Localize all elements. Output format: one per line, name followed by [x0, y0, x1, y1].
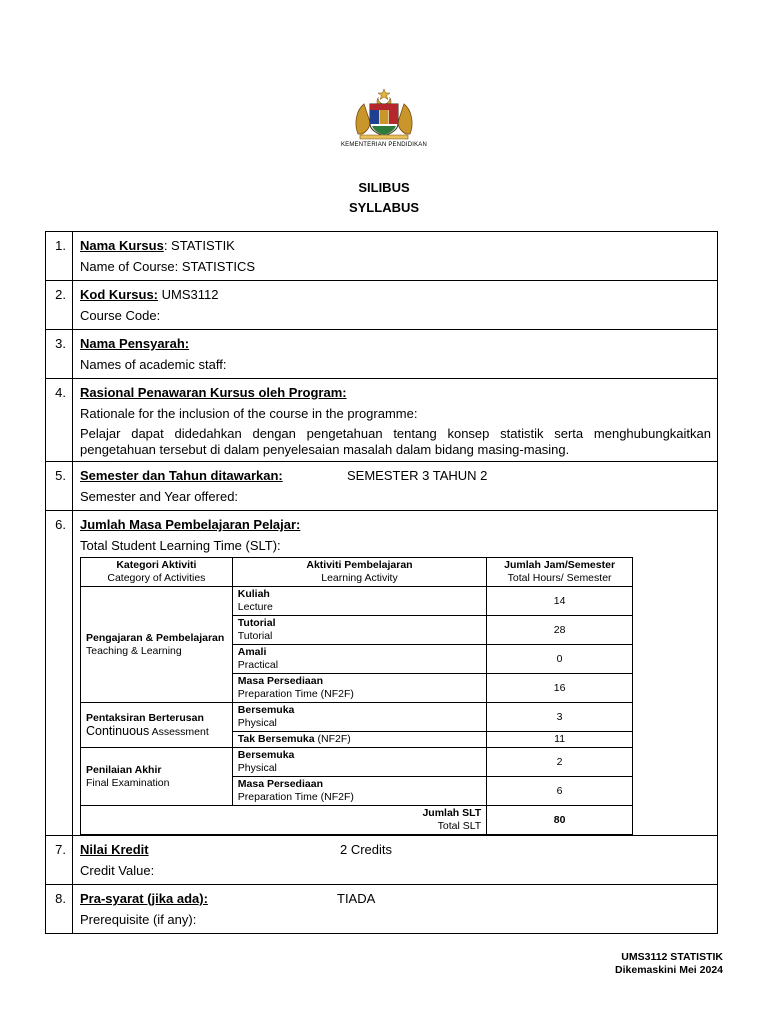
footer-updated: Dikemaskini Mei 2024	[615, 964, 723, 976]
activity-cell: Masa Persediaan Preparation Time (NF2F)	[232, 674, 486, 703]
hours-cell: 28	[487, 616, 633, 645]
row-content	[73, 885, 718, 934]
label-en: Rationale for the inclusion of the course in the programme:	[80, 406, 418, 421]
row-content	[73, 462, 718, 511]
row-prerequisite	[46, 885, 718, 934]
row-course-code	[46, 281, 718, 330]
label-ms: Semester dan Tahun ditawarkan:	[80, 468, 283, 483]
syllabus-title-ms: SILIBUS	[358, 180, 410, 195]
row-number: 6.	[46, 511, 73, 836]
hours-cell: 3	[487, 703, 633, 732]
row-content	[73, 330, 718, 379]
slt-total-row	[81, 806, 633, 835]
total-hours: 80	[487, 806, 633, 835]
row-content	[73, 511, 718, 836]
slt-row	[81, 587, 633, 616]
label-ms: Pra-syarat (jika ada):	[80, 891, 208, 906]
row-content	[73, 379, 718, 462]
row-credit-value	[46, 836, 718, 885]
activity-cell: Tutorial Tutorial	[232, 616, 486, 645]
value-ms: 2 Credits	[340, 842, 393, 857]
category-teaching: Pengajaran & Pembelajaran Teaching & Learning	[81, 587, 233, 703]
header-activity: Aktiviti Pembelajaran Learning Activity	[232, 558, 486, 587]
category-continuous-assessment: Pentaksiran Berterusan Continuous Assessment	[81, 703, 233, 748]
row-course-name	[46, 232, 718, 281]
footer-course: UMS3112 STATISTIK	[621, 951, 723, 963]
row-number: 4.	[46, 379, 73, 462]
hours-cell: 14	[487, 587, 633, 616]
label-ms: Nilai Kredit	[80, 842, 149, 857]
value-ms: TIADA	[337, 891, 376, 906]
slt-row	[81, 703, 633, 732]
header-category: Kategori Aktiviti Category of Activities	[81, 558, 233, 587]
rationale-text: Pelajar dapat didedahkan dengan pengetahuan tentang konsep statistik serta menghubungkaitkan pengetahuan tersebut di dalam penyelesaian masalah dalam bidang masing-masing.	[80, 426, 711, 457]
value-ms: UMS3112	[161, 287, 219, 302]
row-content	[73, 232, 718, 281]
label-en: Name of Course:	[80, 259, 182, 274]
row-number: 2.	[46, 281, 73, 330]
row-slt	[46, 511, 718, 836]
label-ms: Jumlah Masa Pembelajaran Pelajar:	[80, 517, 301, 532]
label-ms: Kod Kursus:	[80, 287, 158, 302]
hours-cell: 16	[487, 674, 633, 703]
syllabus-title-en: SYLLABUS	[348, 200, 420, 215]
label-en: Prerequisite (if any):	[80, 912, 197, 927]
label-sep: :	[163, 238, 172, 253]
label-en: Course Code:	[80, 308, 161, 323]
hours-cell: 6	[487, 777, 633, 806]
value-ms: SEMESTER 3 TAHUN 2	[347, 468, 488, 483]
activity-cell: Bersemuka Physical	[232, 748, 486, 777]
activity-cell: Masa Persediaan Preparation Time (NF2F)	[232, 777, 486, 806]
row-number: 3.	[46, 330, 73, 379]
label-en: Names of academic staff:	[80, 357, 227, 372]
label-ms: Nama Pensyarah:	[80, 336, 190, 351]
hours-cell: 11	[487, 732, 633, 748]
row-number: 1.	[46, 232, 73, 281]
row-academic-staff	[46, 330, 718, 379]
activity-cell: Amali Practical	[232, 645, 486, 674]
label-en: Credit Value:	[80, 863, 155, 878]
label-ms: Nama Kursus	[80, 238, 164, 253]
row-number: 8.	[46, 885, 73, 934]
row-number: 5.	[46, 462, 73, 511]
row-number: 7.	[46, 836, 73, 885]
label-ms: Rasional Penawaran Kursus oleh Program:	[80, 385, 347, 400]
slt-row	[81, 748, 633, 777]
row-semester-offered	[46, 462, 718, 511]
activity-cell: Tak Bersemuka (NF2F)	[232, 732, 486, 748]
value-en: STATISTICS	[181, 259, 256, 274]
row-content	[73, 836, 718, 885]
hours-cell: 2	[487, 748, 633, 777]
coat-of-arms-icon	[352, 88, 416, 140]
row-rationale	[46, 379, 718, 462]
category-final-exam: Penilaian Akhir Final Examination	[81, 748, 233, 806]
slt-header-row	[81, 558, 633, 587]
syllabus-table	[45, 231, 718, 934]
footer	[615, 951, 723, 977]
hours-cell: 0	[487, 645, 633, 674]
row-content	[73, 281, 718, 330]
ministry-name: KEMENTERIAN PENDIDIKAN	[340, 142, 428, 148]
label-en: Semester and Year offered:	[80, 489, 239, 504]
activity-cell: Kuliah Lecture	[232, 587, 486, 616]
value-ms: STATISTIK	[171, 238, 235, 253]
total-label: Jumlah SLT Total SLT	[81, 806, 487, 835]
activity-cell: Bersemuka Physical	[232, 703, 486, 732]
header-hours: Jumlah Jam/Semester Total Hours/ Semester	[487, 558, 633, 587]
label-en: Total Student Learning Time (SLT):	[80, 538, 281, 553]
slt-table	[80, 557, 633, 835]
